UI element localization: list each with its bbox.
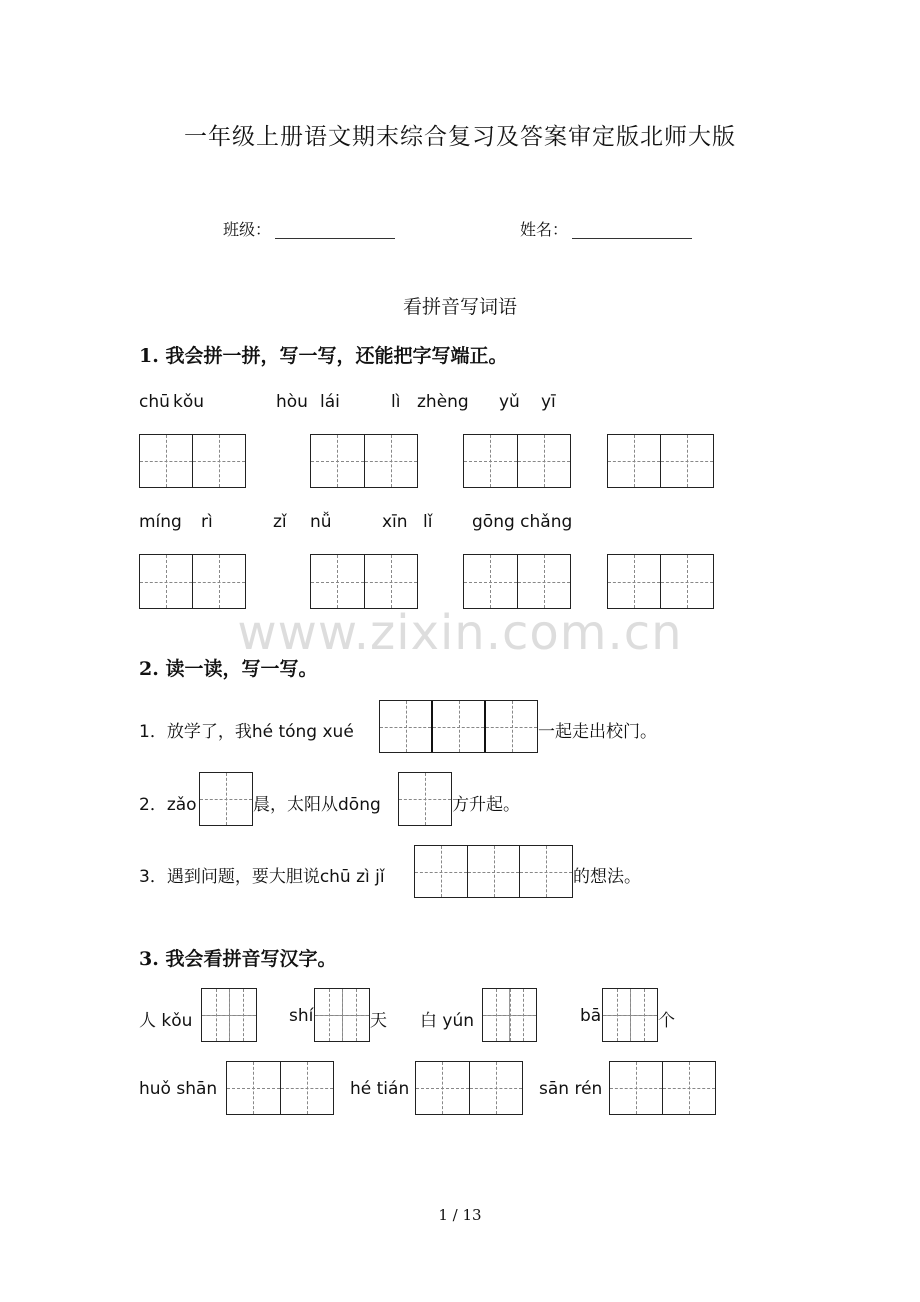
class-blank-line <box>275 224 395 239</box>
question-1-heading: 1. 我会拼一拼，写一写，还能把字写端正。 <box>139 345 508 367</box>
sentence-2-pre: 2．zǎo <box>139 795 197 815</box>
q3-item-b: shí <box>289 1006 314 1026</box>
writing-grid[interactable] <box>607 434 714 488</box>
pinyin: rì <box>201 512 213 532</box>
pinyin: lǐ <box>423 512 433 532</box>
document-title: 一年级上册语文期末综合复习及答案审定版北师大版 <box>184 124 736 150</box>
sentence-1-post: 一起走出校门。 <box>538 722 657 742</box>
q3-item-b-post: 天 <box>370 1011 387 1031</box>
writing-grid[interactable] <box>482 988 537 1042</box>
sentence-2-post: 方升起。 <box>452 795 520 815</box>
pinyin: zǐ <box>273 512 287 532</box>
section-title: 看拼音写词语 <box>402 296 517 318</box>
q3-item-d: bā <box>580 1006 602 1026</box>
writing-grid[interactable] <box>414 845 573 898</box>
pinyin: gōng chǎng <box>472 512 573 532</box>
question-2-heading: 2. 读一读，写一写。 <box>139 658 318 680</box>
pinyin: lái <box>320 392 340 412</box>
writing-grid[interactable] <box>314 988 370 1042</box>
writing-grid[interactable] <box>602 988 658 1042</box>
writing-grid[interactable] <box>609 1061 716 1115</box>
pinyin: kǒu <box>173 392 205 412</box>
watermark: www.zixin.com.cn <box>237 605 683 661</box>
writing-grid[interactable] <box>310 554 418 609</box>
q3-item-c: 白 yún <box>420 1011 475 1031</box>
writing-grid[interactable] <box>379 700 538 753</box>
class-label: 班级： <box>223 220 272 239</box>
name-blank-line <box>572 224 692 239</box>
pinyin: xīn <box>382 512 408 532</box>
name-field <box>520 217 692 240</box>
pinyin: yī <box>541 392 556 412</box>
page-number: 1 / 13 <box>438 1206 482 1224</box>
writing-grid[interactable] <box>139 554 246 609</box>
name-label: 姓名： <box>520 220 569 239</box>
class-field <box>223 217 395 240</box>
pinyin: nǚ <box>310 512 332 532</box>
pinyin: zhèng <box>417 392 469 412</box>
pinyin: hòu <box>276 392 308 412</box>
writing-grid[interactable] <box>201 988 257 1042</box>
q3-item-e: huǒ shān <box>139 1079 218 1099</box>
q3-item-d-post: 个 <box>658 1011 675 1031</box>
sentence-3-post: 的想法。 <box>573 867 641 887</box>
pinyin: yǔ <box>499 392 520 412</box>
writing-grid[interactable] <box>199 772 253 826</box>
writing-grid[interactable] <box>310 434 418 488</box>
q3-item-a: 人 kǒu <box>139 1011 193 1031</box>
sentence-2-mid: 晨，太阳从dōng <box>253 795 381 815</box>
sentence-3-pre: 3．遇到问题，要大胆说chū zì jǐ <box>139 867 385 887</box>
question-3-heading: 3. 我会看拼音写汉字。 <box>139 948 337 970</box>
writing-grid[interactable] <box>398 772 452 826</box>
writing-grid[interactable] <box>463 434 571 488</box>
sentence-1-pre: 1．放学了，我hé tóng xué <box>139 722 354 742</box>
writing-grid[interactable] <box>415 1061 523 1115</box>
q3-item-f: hé tián <box>350 1079 410 1099</box>
writing-grid[interactable] <box>463 554 571 609</box>
writing-grid[interactable] <box>607 554 714 609</box>
pinyin: lì <box>391 392 401 412</box>
writing-grid[interactable] <box>226 1061 334 1115</box>
pinyin: míng <box>139 512 182 532</box>
q3-item-g: sān rén <box>539 1079 603 1099</box>
pinyin: chū <box>139 392 170 412</box>
writing-grid[interactable] <box>139 434 246 488</box>
